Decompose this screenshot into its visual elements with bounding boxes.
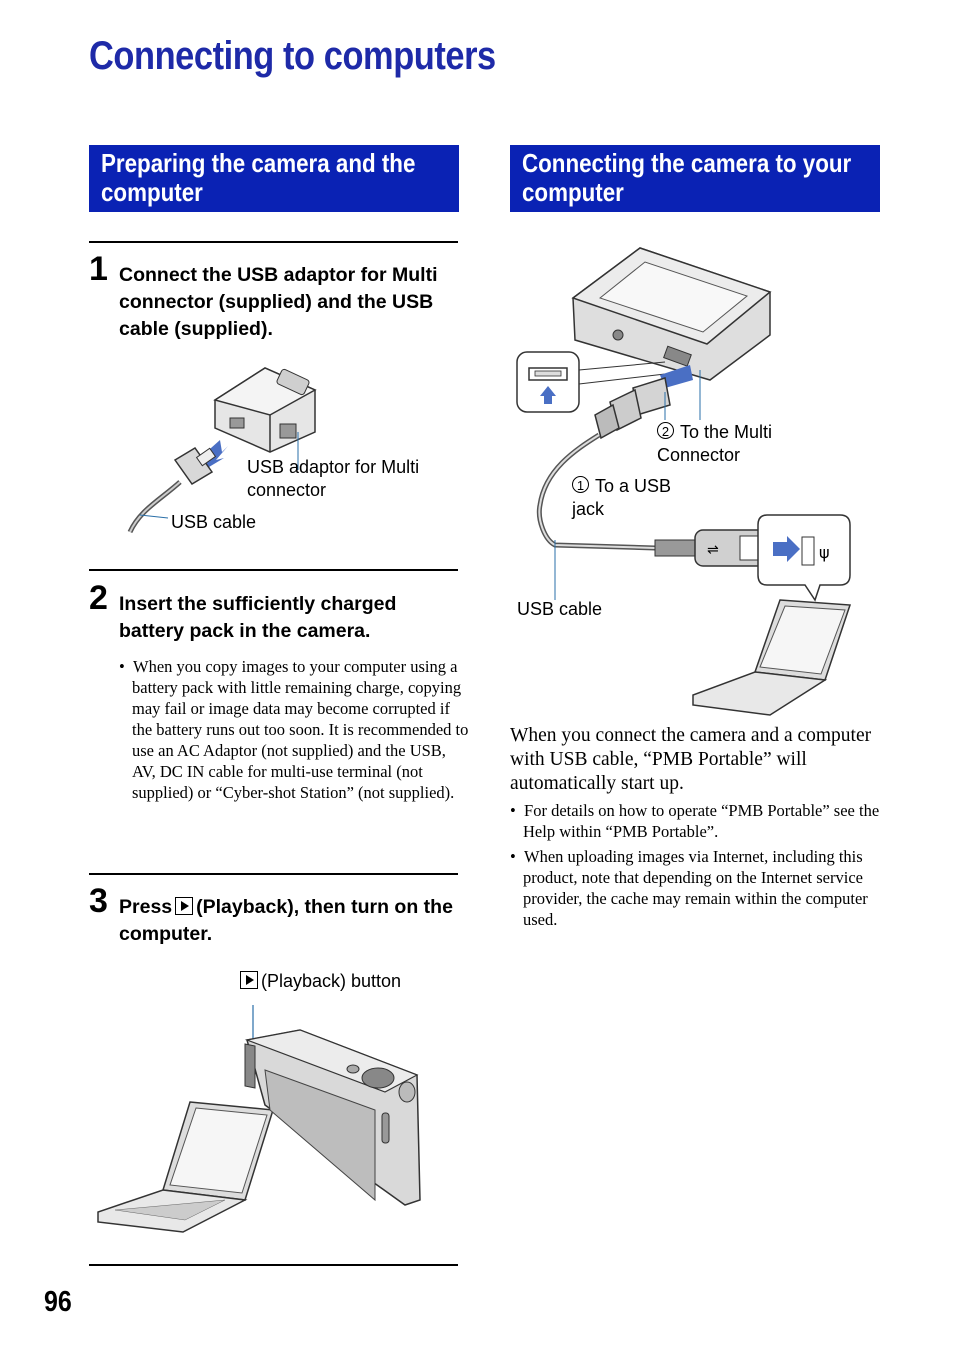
step-divider [89, 569, 458, 571]
laptop-drawing [693, 600, 850, 715]
section-header-connecting-text: Connecting the camera to your computer [522, 148, 852, 207]
label-to-multi-connector-text: To the Multi Connector [657, 422, 773, 465]
playback-icon [240, 971, 258, 989]
label-to-usb-jack-text: To a USB jack [572, 476, 672, 519]
label-playback-button [240, 970, 401, 993]
laptop-drawing [98, 1102, 273, 1232]
usb-trident-icon: ψ [819, 543, 830, 562]
note-bullet: • For details on how to operate “PMB Portable” see the Help within “PMB Portable”. [510, 801, 880, 841]
camera-drawing [573, 248, 770, 380]
step-3-text [119, 894, 459, 948]
number-circle: 1 [572, 476, 589, 493]
step-3-text-after: (Playback), then turn on the computer. [119, 896, 453, 945]
step-1-text: Connect the USB adaptor for Multi connector (supplied) and the USB cable (supplied). [119, 264, 438, 340]
note-bullet: • When uploading images via Internet, including this product, note that depending on the Internet service provider, the cache may remain within the computer used. [510, 847, 868, 929]
step-divider [89, 241, 458, 243]
playback-icon [175, 897, 193, 915]
intro-paragraph: When you connect the camera and a computer with USB cable, “PMB Portable” will automatically start up. [510, 725, 872, 794]
note-bullet-text: For details on how to operate “PMB Portable” see the Help within “PMB Portable”. [523, 801, 880, 841]
step-number: 2 [89, 579, 108, 617]
bottom-divider [89, 1264, 458, 1266]
step-3-text-before: Press [119, 896, 173, 918]
label-usb-cable-right: USB cable [517, 599, 603, 619]
step-number: 1 [89, 250, 108, 288]
label-playback-button-text: (Playback) button [261, 971, 402, 991]
label-usb-cable: USB cable [171, 512, 257, 532]
step-2-text: Insert the sufficiently charged battery pack in the camera. [119, 593, 397, 642]
step-2-note: • When you copy images to your computer using a battery pack with little remaining charge, copying may fail or image data may become corrupted if the battery runs out too soon. It is recommended to use an AC Adaptor (not supplied) and the USB, AV, DC IN cable for multi-use terminal (not supplied) or “Cyber-shot Station” (not supplied). [119, 657, 469, 802]
page-number: 96 [44, 1286, 72, 1318]
usb-symbol-icon: ⇌ [707, 542, 719, 558]
camera-and-laptop-illustration [95, 1000, 430, 1240]
section-header-connecting [510, 145, 880, 212]
step-number: 3 [89, 882, 108, 920]
usb-a-plug [655, 530, 768, 566]
page-title: Connecting to computers [89, 34, 496, 78]
step-divider [89, 873, 458, 875]
note-bullet-text: When uploading images via Internet, including this product, note that depending on the Internet service provider, the cache may remain within the computer used. [523, 847, 868, 929]
section-header-preparing [89, 145, 459, 212]
section-header-preparing-text: Preparing the camera and the computer [101, 148, 416, 207]
usb-adaptor-drawing [215, 368, 315, 452]
label-usb-adaptor: USB adaptor for Multi connector [247, 457, 420, 500]
label-to-usb-jack [572, 475, 702, 521]
number-circle: 2 [657, 422, 674, 439]
step-2-note-text: When you copy images to your computer using a battery pack with little remaining charge, copying may fail or image data may become corrupted if the battery runs out too soon. It is recommended to use an AC Adaptor (not supplied) and the USB, AV, DC IN cable for multi-use terminal (not supplied) or “Cyber-shot Station” (not supplied). [132, 657, 469, 802]
label-to-multi-connector [657, 421, 807, 467]
usb-jack-callout [758, 515, 850, 600]
